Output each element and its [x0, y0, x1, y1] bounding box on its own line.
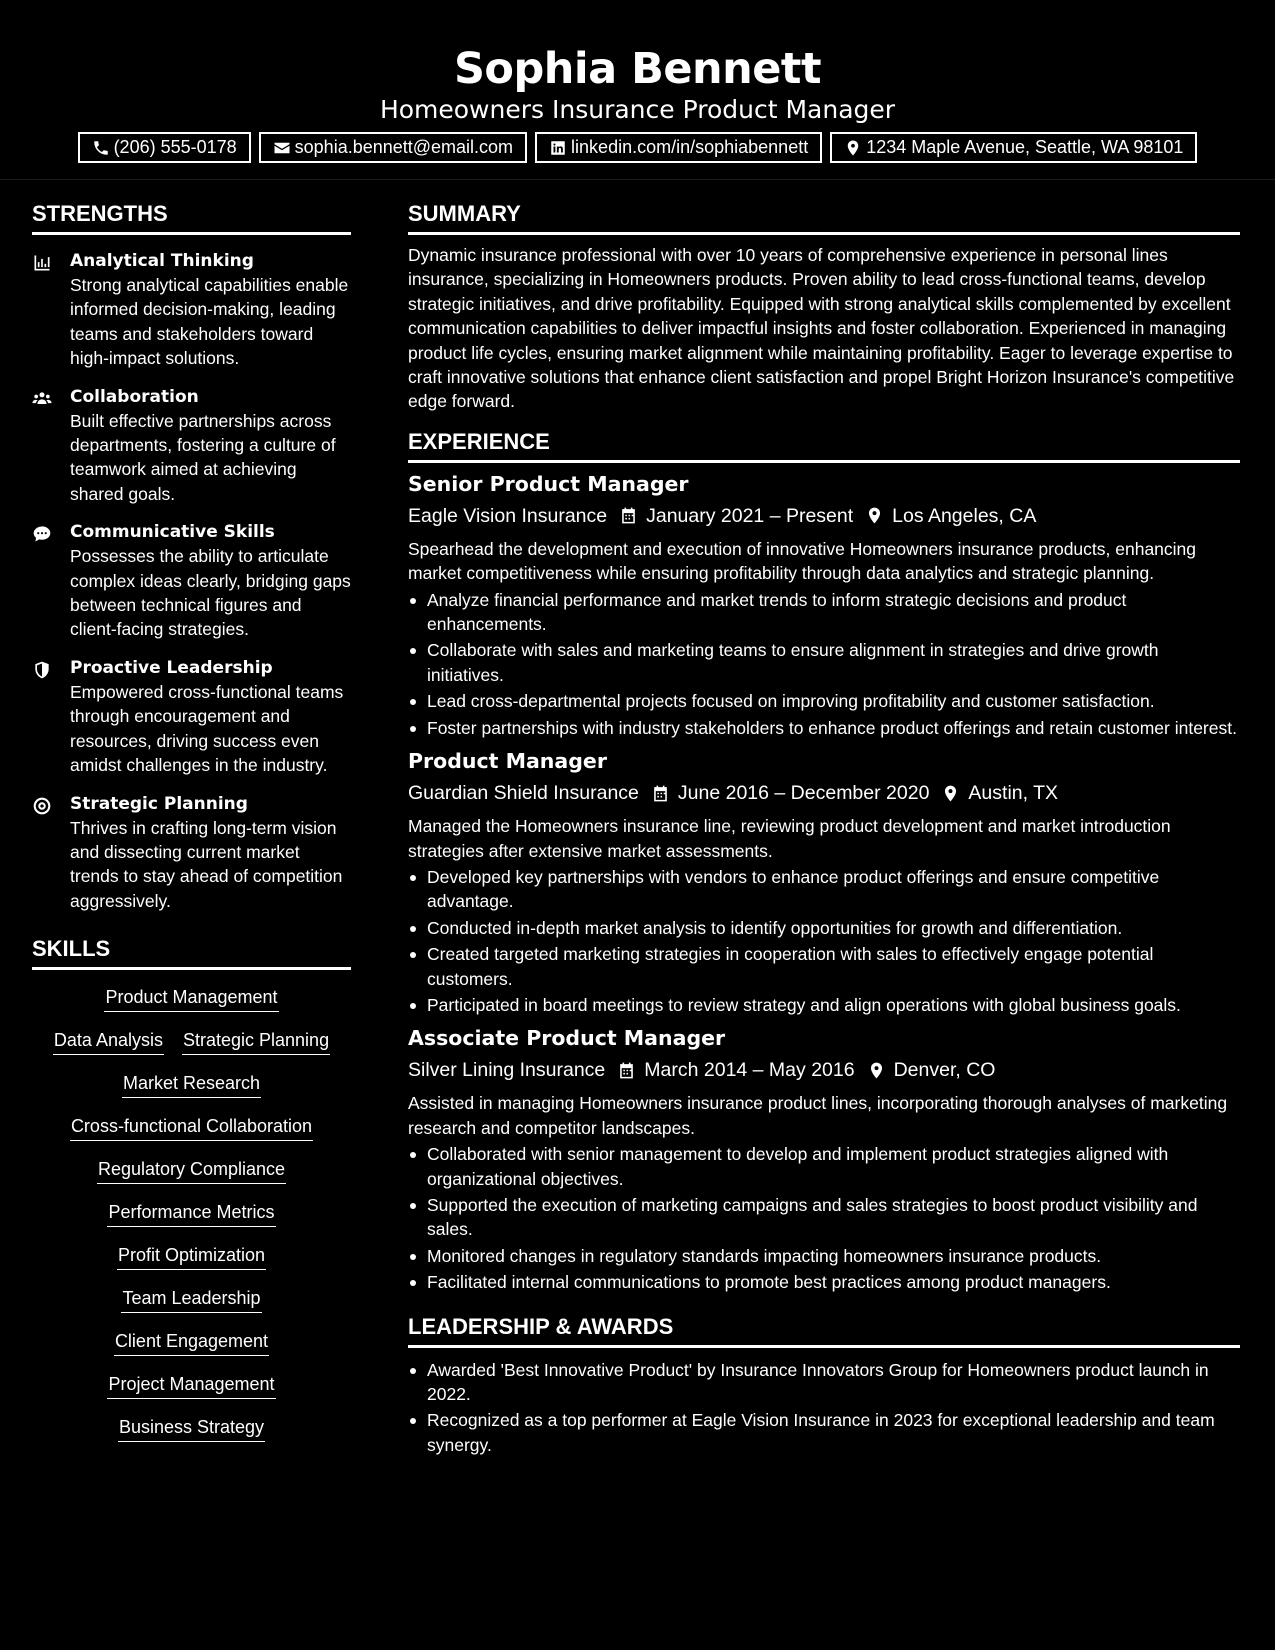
job-description: Spearhead the development and execution of innovative Homeowners insurance products, enhancing market competitiveness while ensuring profitability through data analytics and strategic planning.: [408, 538, 1197, 584]
strength-name: Collaboration: [70, 386, 199, 407]
skills-heading: SKILLS: [32, 935, 351, 970]
job-bullet: Lead cross-departmental projects focused on improving profitability and customer satisfaction.: [408, 689, 1240, 713]
target-icon: [32, 796, 52, 816]
skill-tag: Strategic Planning: [182, 1027, 330, 1055]
job-company: Guardian Shield Insurance: [408, 782, 639, 805]
job-location: Denver, CO: [893, 1059, 996, 1082]
job-bullet: Supported the execution of marketing campaigns and sales strategies to boost product visibility and sales.: [408, 1193, 1240, 1242]
map-pin-icon: [865, 506, 884, 525]
envelope-icon: [273, 139, 291, 157]
strength-item: [32, 385, 351, 507]
map-pin-icon: [941, 784, 960, 803]
contact-bar: [0, 132, 1275, 163]
award-item: Awarded 'Best Innovative Product' by Insurance Innovators Group for Homeowners product launch in 2022.: [408, 1358, 1240, 1407]
strength-name: Proactive Leadership: [70, 657, 273, 678]
linkedin-icon: [549, 139, 567, 157]
strength-item: [32, 656, 351, 778]
calendar-icon: [651, 784, 670, 803]
job-bullet: Monitored changes in regulatory standards impacting homeowners insurance products.: [408, 1244, 1240, 1268]
job-entry: [408, 1023, 1240, 1294]
job-bullet: Analyze financial performance and market trends to inform strategic decisions and product enhancements.: [408, 588, 1240, 637]
strength-desc: Strong analytical capabilities enable informed decision-making, leading teams and stakeholders toward high-impact solutions.: [70, 275, 349, 369]
job-bullet: Developed key partnerships with vendors to enhance product offerings and ensure competitive advantage.: [408, 865, 1240, 914]
job-bullet: Conducted in-depth market analysis to identify opportunities for growth and differentiation.: [408, 916, 1240, 940]
job-title: Product Manager: [408, 749, 607, 774]
job-bullets: [408, 588, 1240, 740]
job-company: Eagle Vision Insurance: [408, 504, 608, 527]
phone-icon: [92, 139, 110, 157]
skill-tag: Regulatory Compliance: [97, 1156, 286, 1184]
job-location: Los Angeles, CA: [892, 504, 1037, 527]
job-bullets: [408, 1142, 1240, 1294]
resume-header: [0, 0, 1275, 180]
job-dates: June 2016 – December 2020: [677, 782, 930, 805]
skill-tag: Team Leadership: [121, 1285, 261, 1313]
skill-tag: Business Strategy: [118, 1414, 265, 1442]
job-meta: [408, 1055, 1240, 1085]
skill-tag: Project Management: [107, 1371, 275, 1399]
contact-phone[interactable]: [78, 132, 251, 163]
skill-tag: Cross-functional Collaboration: [70, 1113, 313, 1141]
job-bullets: [408, 865, 1240, 1017]
bar-chart-icon: [32, 253, 52, 273]
job-entry: [408, 746, 1240, 1017]
strength-desc: Built effective partnerships across departments, fostering a culture of teamwork aimed at achieving shared goals.: [70, 410, 336, 504]
strength-desc: Empowered cross-functional teams through encouragement and resources, driving success even amidst challenges in the industry.: [70, 681, 344, 776]
job-entry: [408, 469, 1240, 740]
candidate-name: Sophia Bennett: [453, 44, 822, 94]
job-description: Assisted in managing Homeowners insurance product lines, incorporating thorough analyses of marketing research and competitor landscapes.: [408, 1093, 1228, 1138]
job-meta: [408, 778, 1240, 808]
job-bullet: Collaborate with sales and marketing teams to ensure alignment in strategies and drive growth initiatives.: [408, 638, 1240, 687]
strength-item: [32, 520, 351, 642]
job-title: Associate Product Manager: [408, 1026, 726, 1051]
candidate-title: Homeowners Insurance Product Manager: [379, 95, 896, 124]
contact-email-text: sophia.bennett@email.com: [294, 137, 514, 157]
skill-tag: Product Management: [104, 984, 278, 1012]
strength-name: Analytical Thinking: [70, 251, 254, 271]
left-column: [32, 200, 351, 1442]
job-description: Managed the Homeowners insurance line, reviewing product development and market introduction strategies after extensive market assessments.: [408, 816, 1171, 861]
job-company: Silver Lining Insurance: [408, 1059, 606, 1082]
strength-desc: Possesses the ability to articulate complex ideas clearly, bridging gaps between technical figures and client-facing strategies.: [70, 546, 351, 640]
strength-desc: Thrives in crafting long-term vision and dissecting current market trends to stay ahead of competition aggressively.: [70, 817, 343, 911]
calendar-icon: [619, 506, 638, 525]
job-bullet: Facilitated internal communications to promote best practices among product managers.: [408, 1270, 1240, 1294]
strength-name: Strategic Planning: [70, 793, 248, 814]
contact-linkedin-text: linkedin.com/in/sophiabennett: [571, 137, 809, 157]
speech-bubble-icon: [32, 524, 52, 544]
map-pin-icon: [844, 139, 862, 157]
job-dates: January 2021 – Present: [646, 504, 854, 527]
strength-item: [32, 792, 351, 914]
summary-text: Dynamic insurance professional with over 10 years of comprehensive experience in personal lines insurance, specializing in Homeowners products. Proven ability to lead cross-functional teams, develop strategic initiatives, and drive profitability. Equipped with strong analytical skills complemented by excellent communication capabilities to deliver impactful insights and foster collaboration. Experienced in managing product life cycles, ensuring market alignment while maintaining profitability. Eager to leverage expertise to craft innovative solutions that enhance client satisfaction and propel Bright Horizon Insurance's competitive edge forward.: [408, 245, 1235, 412]
strength-name: Communicative Skills: [70, 522, 275, 543]
job-bullet: Created targeted marketing strategies in cooperation with sales to effectively engage potential customers.: [408, 942, 1240, 991]
skill-tag: Client Engagement: [114, 1328, 269, 1356]
summary-heading: SUMMARY: [408, 200, 1240, 235]
contact-email[interactable]: [259, 132, 527, 163]
job-title: Senior Product Manager: [408, 471, 689, 496]
skill-tag: Market Research: [122, 1070, 261, 1098]
calendar-icon: [617, 1061, 636, 1080]
contact-phone-text: (206) 555-0178: [113, 137, 237, 157]
job-location: Austin, TX: [968, 782, 1059, 805]
skills-list: [32, 984, 351, 1442]
job-meta: [408, 501, 1240, 531]
skill-tag: Data Analysis: [53, 1027, 164, 1055]
shield-icon: [32, 660, 52, 680]
experience-heading: EXPERIENCE: [408, 428, 1240, 463]
skill-tag: Profit Optimization: [117, 1242, 266, 1270]
strengths-heading: STRENGTHS: [32, 200, 351, 235]
contact-address-text: 1234 Maple Avenue, Seattle, WA 98101: [866, 137, 1184, 157]
job-dates: March 2014 – May 2016: [644, 1059, 855, 1082]
awards-list: [408, 1358, 1240, 1458]
awards-section: [408, 1313, 1240, 1458]
job-bullet: Collaborated with senior management to develop and implement product strategies aligned with organizational objectives.: [408, 1142, 1240, 1191]
map-pin-icon: [867, 1061, 886, 1080]
contact-address[interactable]: [830, 132, 1197, 163]
job-bullet: Foster partnerships with industry stakeholders to enhance product offerings and retain customer interest.: [408, 716, 1240, 740]
users-icon: [32, 389, 52, 409]
contact-linkedin[interactable]: [535, 132, 822, 163]
award-item: Recognized as a top performer at Eagle Vision Insurance in 2023 for exceptional leadership and team synergy.: [408, 1408, 1240, 1457]
strength-item: [32, 249, 351, 371]
job-bullet: Participated in board meetings to review strategy and align operations with global business goals.: [408, 993, 1240, 1017]
skill-tag: Performance Metrics: [107, 1199, 275, 1227]
awards-heading: LEADERSHIP & AWARDS: [408, 1313, 1240, 1348]
right-column: [408, 200, 1240, 1459]
